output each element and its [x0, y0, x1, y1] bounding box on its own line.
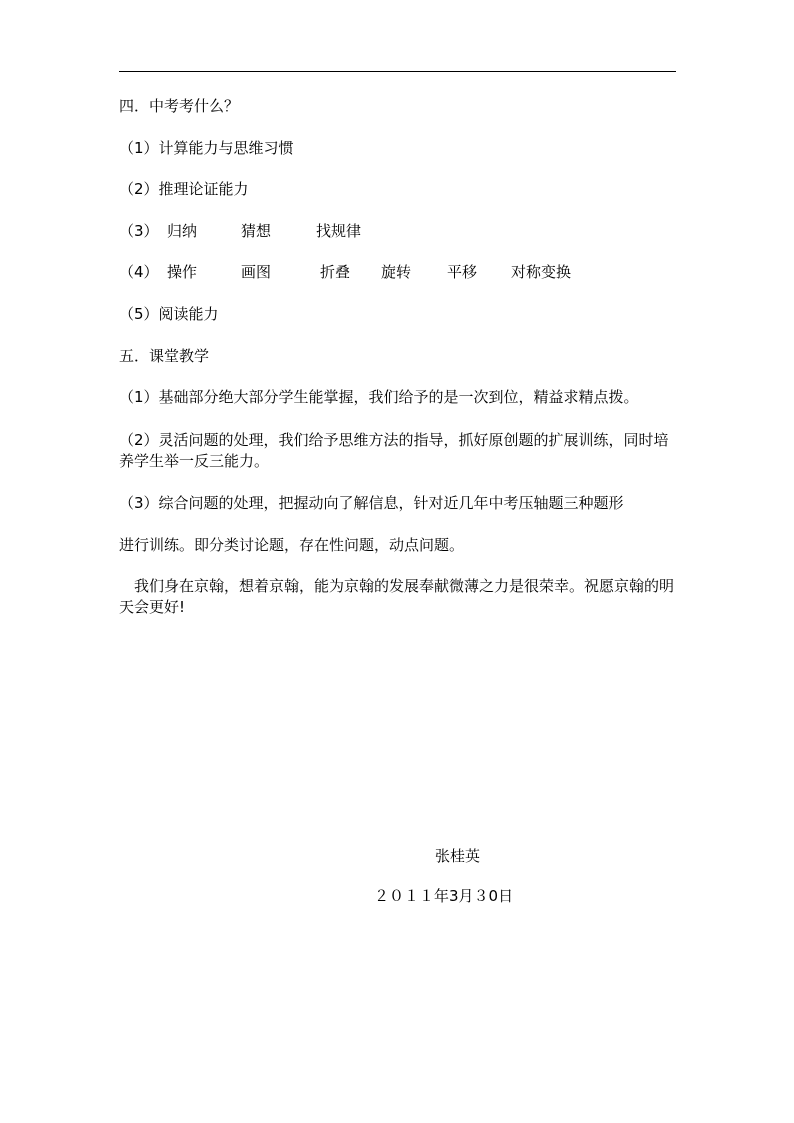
item-4-word: 操作 — [167, 263, 198, 281]
section-5-paragraph-1: （1）基础部分绝大部分学生能掌握，我们给予的是一次到位，精益求精点拨。 — [119, 388, 639, 406]
section-4-item-3 — [119, 221, 361, 242]
item-4-word: 旋转 — [381, 263, 412, 281]
section-4-item-2: （2）推理论证能力 — [119, 180, 249, 198]
item-3-word: 归纳 — [167, 222, 198, 240]
section-4-item-4 — [119, 262, 571, 283]
section-5-paragraph-2: （2）灵活问题的处理，我们给予思维方法的指导，抓好原创题的扩展训练，同时培养学生举一反三能力。 — [119, 431, 669, 470]
section-4-heading: 四．中考考什么？ — [119, 97, 240, 115]
item-4-word: 平移 — [447, 263, 478, 281]
section-5-heading: 五．课堂教学 — [119, 347, 210, 365]
item-3-word: 找规律 — [316, 222, 362, 240]
section-4-item-1: （1）计算能力与思维习惯 — [119, 139, 294, 157]
item-4-prefix: （4） — [119, 263, 159, 281]
item-4-word: 画图 — [241, 263, 272, 281]
closing-paragraph: 我们身在京翰，想着京翰，能为京翰的发展奉献微薄之力是很荣幸。祝愿京翰的明天会更好! — [119, 577, 675, 616]
signature-date: ２０１１年3月３0日 — [374, 887, 514, 905]
section-5-paragraph-3-line-2: 进行训练。即分类讨论题，存在性问题，动点问题。 — [119, 536, 465, 554]
item-4-word: 折叠 — [320, 263, 351, 281]
signature-name: 张桂英 — [435, 847, 481, 865]
item-4-word: 对称变换 — [511, 263, 572, 281]
item-3-word: 猜想 — [241, 222, 272, 240]
section-5-paragraph-3-line-1: （3）综合问题的处理，把握动向了解信息，针对近几年中考压轴题三种题形 — [119, 494, 624, 512]
item-3-prefix: （3） — [119, 222, 159, 240]
section-4-item-5: （5）阅读能力 — [119, 305, 219, 323]
header-rule — [119, 71, 676, 72]
